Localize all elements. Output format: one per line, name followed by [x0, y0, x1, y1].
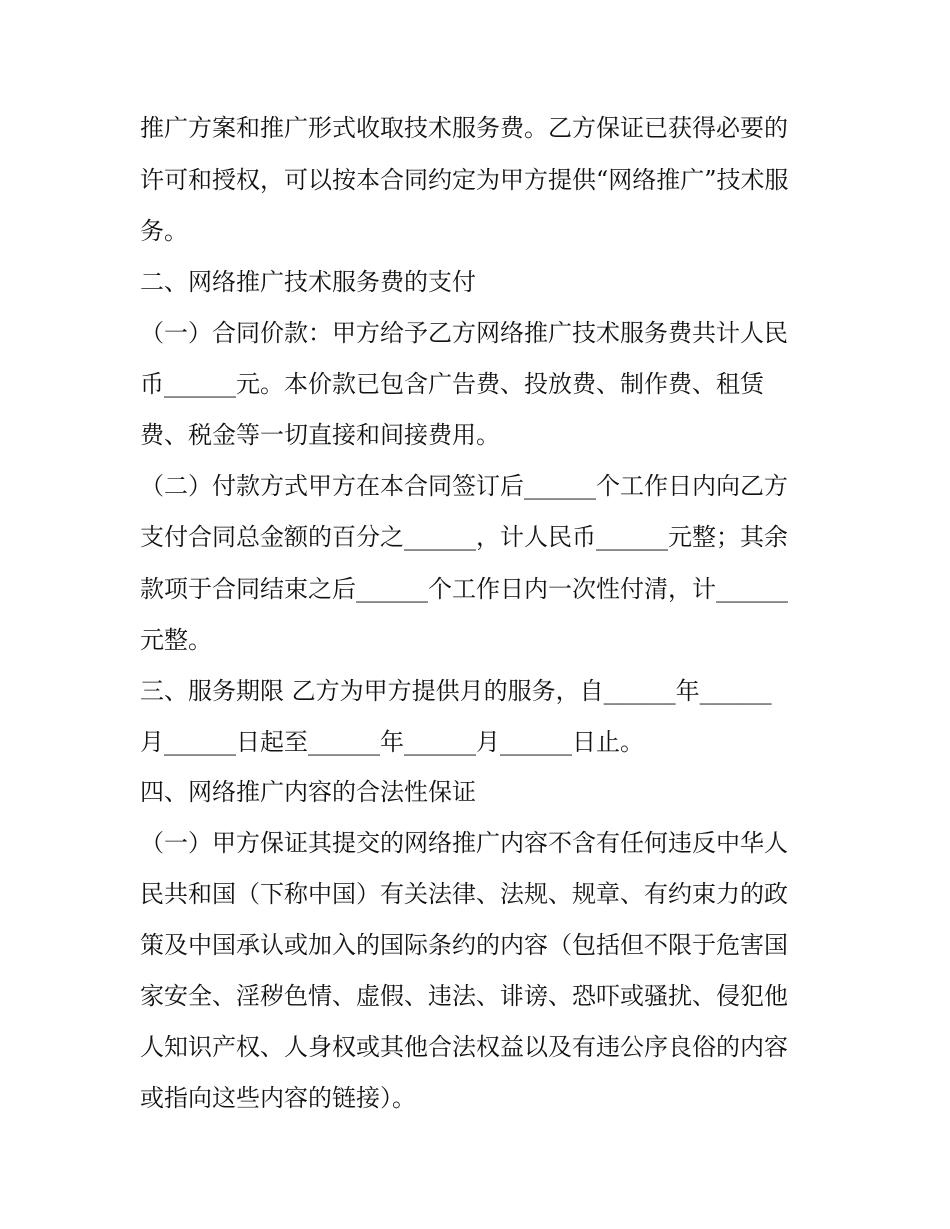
section-heading: 三、服务期限 乙方为甲方提供月的服务，自______年______ [140, 677, 772, 705]
paragraph-line: （一）合同价款：甲方给予乙方网络推广技术服务费共计人民 [140, 319, 788, 347]
paragraph-line: 民共和国（下称中国）有关法律、法规、规章、有约束力的政 [140, 880, 788, 908]
paragraph-line: 款项于合同结束之后______个工作日内一次性付清，计______ [140, 575, 788, 603]
section-heading: 四、网络推广内容的合法性保证 [140, 778, 476, 806]
paragraph-line: 元整。 [140, 626, 212, 654]
paragraph-line: 币______元。本价款已包含广告费、投放费、制作费、租赁 [140, 370, 764, 398]
section-heading: 二、网络推广技术服务费的支付 [140, 268, 476, 296]
paragraph-line: （一）甲方保证其提交的网络推广内容不含有任何违反中华人 [140, 829, 788, 857]
paragraph-line: 或指向这些内容的链接）。 [140, 1084, 416, 1112]
paragraph-line: 推广方案和推广形式收取技术服务费。乙方保证已获得必要的 [140, 114, 788, 142]
paragraph-line: 许可和授权，可以按本合同约定为甲方提供“网络推广”技术服 [140, 166, 789, 194]
paragraph-line: 务。 [140, 217, 188, 245]
paragraph-line: 月______日起至______年______月______日止。 [140, 728, 644, 756]
paragraph-line: 费、税金等一切直接和间接费用。 [140, 421, 500, 449]
paragraph-line: 人知识产权、人身权或其他合法权益以及有违公序良俗的内容 [140, 1033, 788, 1061]
paragraph-line: 支付合同总金额的百分之______，计人民币______元整；其余 [140, 523, 788, 551]
paragraph-line: （二）付款方式甲方在本合同签订后______个工作日内向乙方 [140, 472, 788, 500]
paragraph-line: 策及中国承认或加入的国际条约的内容（包括但不限于危害国 [140, 931, 788, 959]
paragraph-line: 家安全、淫秽色情、虚假、违法、诽谤、恐吓或骚扰、侵犯他 [140, 982, 788, 1010]
